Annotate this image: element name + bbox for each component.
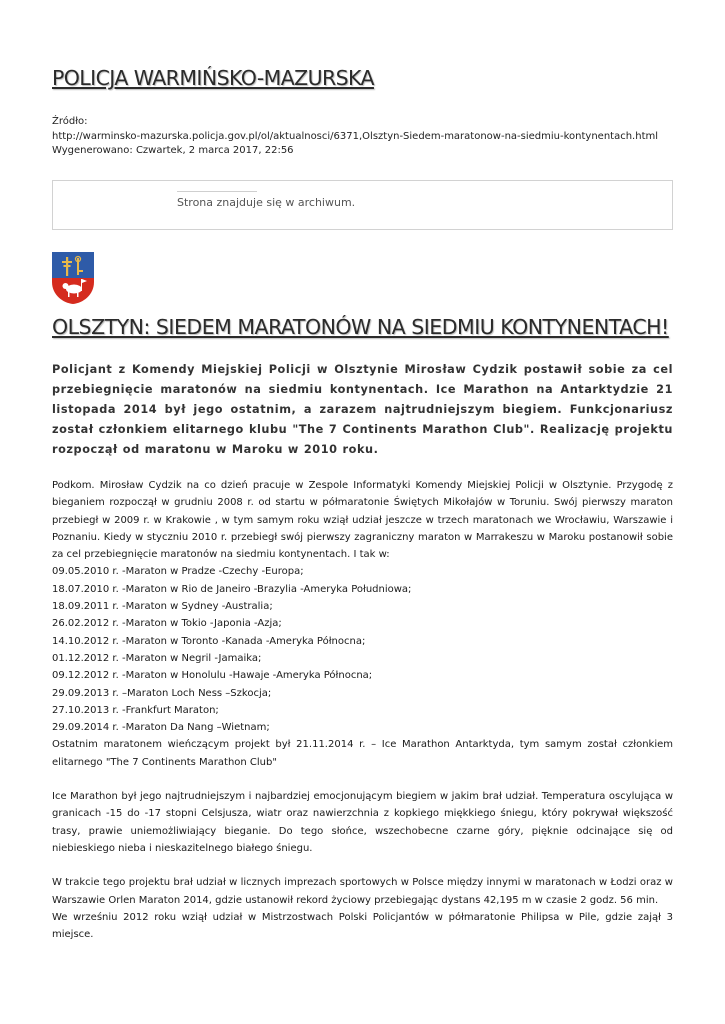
marathon-list-item: 09.05.2010 r. -Maraton w Pradze -Czechy -Europa; xyxy=(52,566,304,578)
archive-divider xyxy=(177,191,257,192)
september-paragraph: We wrześniu 2012 roku wziął udział w Mistrzostwach Polski Policjantów w półmaratonie Philipsa w Pile, gdzie zajął 3 miejsce. xyxy=(52,911,673,941)
marathon-list-item: 29.09.2014 r. -Maraton Da Nang –Wietnam; xyxy=(52,722,270,734)
marathon-list-item: 18.07.2010 r. -Maraton w Rio de Janeiro -Brazylia -Ameryka Południowa; xyxy=(52,583,412,595)
intro-paragraph: Podkom. Mirosław Cydzik na co dzień pracuje w Zespole Informatyki Komendy Miejskiej Policji w Olsztynie. Przygodę z bieganiem rozpoczął w grudniu 2008 r. od startu w półmaratonie Świętych Mikołajów w Toruniu. Swój pierwszy maraton przebiegł w 2009 r. w Krakowie , w tym samym roku wziął udział jeszcze w trzech maratonach we Wrocławiu, Warszawie i Poznaniu. Kiedy w styczniu 2010 r. przebiegł swój pierwszy zagraniczny maraton w Marrakeszu w Maroku postanowił sobie za cel przebiegnięcie maratonów na siedmiu kontynentach. I tak w: xyxy=(52,480,673,561)
archive-notice: Strona znajduje się w archiwum. xyxy=(177,196,356,209)
archive-notice-box xyxy=(52,180,673,230)
article-title: OLSZTYN: SIEDEM MARATONÓW NA SIEDMIU KONTYNENTACH! xyxy=(52,315,669,339)
marathon-list-item: 26.02.2012 r. -Maraton w Tokio -Japonia -Azja; xyxy=(52,618,282,630)
project-paragraph: W trakcie tego projektu brał udział w licznych imprezach sportowych w Polsce między innymi w maratonach w Łodzi oraz w Warszawie Orlen Maraton 2014, gdzie ustanowił rekord życiowy przebiegając dystans 42,195 m w czasie 2 godz. 56 min. xyxy=(52,877,673,906)
marathon-list-item: 14.10.2012 r. -Maraton w Toronto -Kanada -Ameryka Północna; xyxy=(52,635,366,647)
marathon-list-item: 27.10.2013 r. -Frankfurt Maraton; xyxy=(52,704,219,716)
source-url: http://warminsko-mazurska.policja.gov.pl/ol/aktualnosci/6371,Olsztyn-Siedem-maratonow-na-siedmiu-kontynentach.html xyxy=(52,130,659,142)
coat-of-arms-icon xyxy=(52,252,94,304)
article-lead: Policjant z Komendy Miejskiej Policji w Olsztynie Mirosław Cydzik postawił sobie za cel przebiegnięcie maratonów na siedmiu kontynentach. Ice Marathon na Antarktydzie 21 listopada 2014 był jego ostatnim, a zarazem najtrudniejszym biegiem. Funkcjonariusz został członkiem elitarnego klubu "The 7 Continents Marathon Club". Realizację projektu rozpoczął od maratonu w Maroku w 2010 roku. xyxy=(52,363,673,456)
paragraph-spacer xyxy=(52,771,673,788)
marathon-list-item: 18.09.2011 r. -Maraton w Sydney -Australia; xyxy=(52,601,273,613)
marathon-list-item: 29.09.2013 r. –Maraton Loch Ness –Szkocja; xyxy=(52,687,272,699)
paragraph-spacer xyxy=(52,857,673,874)
closing-paragraph: Ostatnim maratonem wieńczącym projekt był 21.11.2014 r. – Ice Marathon Antarktyda, tym samym został członkiem elitarnego "The 7 Continents Marathon Club" xyxy=(52,739,673,768)
ice-marathon-paragraph: Ice Marathon był jego najtrudniejszym i najbardziej emocjonującym biegiem w jakim brał udział. Temperatura oscylująca w granicach -15 do -17 stopni Celsjusza, wiatr oraz nawierzchnia z kopkiego miękkiego śniegu, który pokrywał większość trasy, prawie uniemożliwiający bieganie. Do tego słońce, wszechobecne czarne góry, pięknie odcinające się od niebieskiego nieba i nieskazitelnego białego śniegu. xyxy=(52,791,673,854)
article-body xyxy=(52,477,673,943)
crest-blue-field xyxy=(52,252,94,278)
source-label: Źródło: xyxy=(52,116,88,127)
site-title: POLICJA WARMIŃSKO-MAZURSKA xyxy=(52,66,374,90)
marathon-list-item: 09.12.2012 r. -Maraton w Honolulu -Hawaje -Ameryka Północna; xyxy=(52,670,373,682)
document-meta xyxy=(52,115,658,159)
marathon-list-item: 01.12.2012 r. -Maraton w Negril -Jamaika; xyxy=(52,652,262,664)
generated-date: Wygenerowano: Czwartek, 2 marca 2017, 22:56 xyxy=(52,145,294,156)
